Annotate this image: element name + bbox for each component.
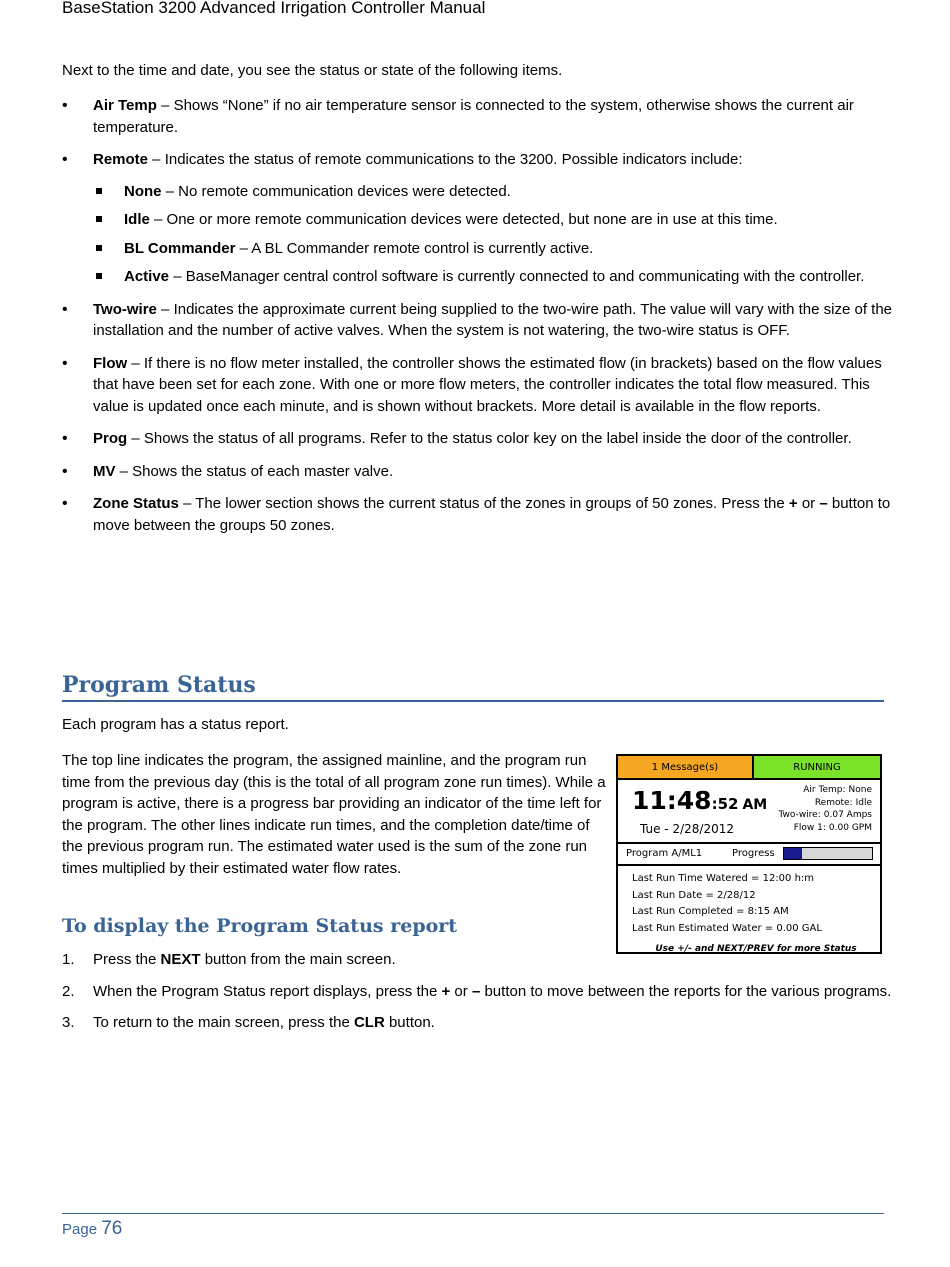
messages-indicator: 1 Message(s) bbox=[618, 756, 754, 778]
air-temp-value: None bbox=[848, 785, 872, 795]
clock-ampm: AM bbox=[742, 797, 768, 813]
step-text: button from the main screen. bbox=[200, 951, 396, 968]
item-description: or bbox=[797, 495, 820, 512]
item-term: Flow bbox=[93, 354, 128, 372]
plus-key: + bbox=[788, 495, 798, 512]
clock-seconds: :52 bbox=[711, 795, 739, 813]
list-item bbox=[62, 149, 892, 288]
step-text: button. bbox=[384, 1014, 435, 1031]
flow-label: Flow 1: bbox=[793, 822, 826, 833]
item-description: – A BL Commander remote control is currently active. bbox=[235, 239, 594, 257]
item-term: Air Temp bbox=[93, 97, 157, 114]
item-term: Idle bbox=[124, 211, 150, 228]
screen-clock-panel bbox=[618, 780, 880, 844]
key-name: CLR bbox=[353, 1014, 385, 1031]
subsection-heading: To display the Program Status report bbox=[62, 915, 458, 937]
key-name: + bbox=[441, 982, 451, 1000]
remote-indicators-list bbox=[93, 181, 892, 288]
item-term: MV bbox=[93, 462, 116, 480]
program-name: Program A/ML1 bbox=[626, 848, 703, 859]
two-wire-label: Two-wire: bbox=[778, 810, 821, 820]
screen-footer-hint: Use +/- and NEXT/PREV for more Status bbox=[655, 944, 857, 954]
list-item bbox=[93, 238, 892, 260]
item-description: button to move between the groups 50 zones. bbox=[93, 495, 891, 534]
clock-readout bbox=[632, 786, 767, 815]
intro-paragraph: Next to the time and date, you see the status or state of the following items. bbox=[62, 62, 563, 79]
section-heading: Program Status bbox=[62, 672, 884, 702]
page-footer bbox=[62, 1218, 122, 1240]
system-stats bbox=[779, 784, 872, 834]
remote-value: Idle bbox=[855, 797, 872, 808]
screen-status-bar bbox=[618, 756, 880, 780]
page-number: 76 bbox=[101, 1218, 123, 1239]
controller-screen-figure bbox=[616, 754, 882, 954]
item-description: – The lower section shows the current status of the zones in groups of 50 zones. Press the bbox=[178, 495, 789, 512]
item-description: – BaseManager central control software is currently connected to and communicating with the controller. bbox=[169, 268, 865, 285]
list-item bbox=[62, 461, 892, 483]
program-status-description: The top line indicates the program, the assigned mainline, and the program run time from the previous day (this is the total of all program zone run times). While a program is active, there is a progress bar providing an indicator of the time left for the program. The other lines indicate run times, and the completion date/time of the previous program run. The estimated water used is the sum of the zone run times multiplied by their estimated water flow rates. bbox=[62, 752, 606, 877]
item-description: – One or more remote communication devices were detected, but none are in use at this time. bbox=[149, 211, 778, 228]
list-item bbox=[62, 981, 892, 1003]
last-run-details bbox=[618, 866, 880, 958]
list-item bbox=[62, 428, 892, 450]
list-item bbox=[62, 493, 892, 536]
key-name: – bbox=[471, 982, 481, 1000]
procedure-steps bbox=[62, 949, 892, 1044]
program-progress-row bbox=[618, 844, 880, 866]
list-item bbox=[93, 266, 892, 288]
item-term: Prog bbox=[93, 430, 128, 447]
step-number: 3. bbox=[62, 1014, 75, 1031]
last-run-line: Last Run Estimated Water = 0.00 GAL bbox=[632, 922, 822, 934]
page-label: Page bbox=[62, 1221, 98, 1238]
step-number: 1. bbox=[62, 951, 75, 968]
item-term: Two-wire bbox=[93, 300, 157, 318]
clock-hours-minutes: 11:48 bbox=[632, 786, 712, 815]
air-temp-label: Air Temp: bbox=[803, 785, 846, 795]
item-description: – Shows the status of each master valve. bbox=[115, 462, 394, 480]
footer-divider bbox=[62, 1213, 884, 1214]
item-term: Zone Status bbox=[93, 495, 179, 512]
item-description: – Shows the status of all programs. Refer to the status color key on the label inside the door of the controller. bbox=[127, 430, 852, 447]
list-item bbox=[93, 181, 892, 203]
list-item bbox=[62, 95, 892, 138]
item-term: BL Commander bbox=[124, 239, 236, 257]
item-description: – If there is no flow meter installed, the controller shows the estimated flow (in brackets) based on the flow values that have been set for each zone. With one or more flow meters, the controller indicates the total flow measured. This value is updated once each minute, and is shown without brackets. More detail is available in the flow reports. bbox=[93, 354, 882, 415]
item-term: None bbox=[124, 182, 162, 200]
status-items-list bbox=[62, 95, 892, 547]
two-wire-value: 0.07 Amps bbox=[823, 810, 872, 820]
step-text: button to move between the reports for the various programs. bbox=[480, 982, 892, 1000]
date-readout: Tue - 2/28/2012 bbox=[640, 822, 734, 836]
minus-key: – bbox=[819, 495, 828, 512]
key-name: NEXT bbox=[160, 951, 201, 968]
progress-bar-fill bbox=[784, 848, 802, 859]
list-item bbox=[62, 353, 892, 418]
item-term: Active bbox=[124, 268, 170, 285]
step-text: Press the bbox=[93, 951, 161, 968]
program-status-paragraph: Each program has a status report. bbox=[62, 716, 289, 733]
step-text: When the Program Status report displays, press the bbox=[93, 982, 442, 1000]
list-item bbox=[62, 1012, 892, 1034]
item-description: – Shows “None” if no air temperature sensor is connected to the system, otherwise shows the current air temperature. bbox=[93, 97, 854, 136]
last-run-line: Last Run Completed = 8:15 AM bbox=[632, 906, 789, 917]
list-item bbox=[93, 209, 892, 231]
item-term: Remote bbox=[93, 151, 149, 168]
progress-bar bbox=[783, 847, 873, 860]
remote-label: Remote: bbox=[814, 797, 853, 808]
step-text: To return to the main screen, press the bbox=[93, 1014, 354, 1031]
item-description: – Indicates the status of remote communications to the 3200. Possible indicators include: bbox=[148, 151, 743, 168]
flow-value: 0.00 GPM bbox=[828, 822, 872, 833]
item-description: – No remote communication devices were detected. bbox=[161, 182, 511, 200]
progress-label: Progress bbox=[732, 848, 775, 859]
item-description: – Indicates the approximate current being supplied to the two-wire path. The value will vary with the size of the installation and the number of active valves. When the system is not watering, the two-wire status is OFF. bbox=[93, 300, 893, 339]
running-indicator: RUNNING bbox=[754, 756, 880, 778]
step-text: or bbox=[450, 982, 472, 1000]
document-header-title: BaseStation 3200 Advanced Irrigation Controller Manual bbox=[62, 0, 486, 17]
list-item bbox=[62, 299, 892, 342]
step-number: 2. bbox=[62, 982, 75, 1000]
last-run-line: Last Run Time Watered = 12:00 h:m bbox=[632, 873, 815, 884]
last-run-line: Last Run Date = 2/28/12 bbox=[632, 889, 756, 901]
